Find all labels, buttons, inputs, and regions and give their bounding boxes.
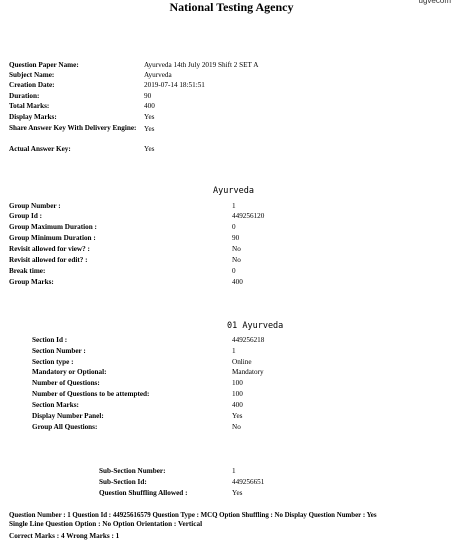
field-value: 2019-07-14 18:51:51 bbox=[144, 81, 205, 89]
field-value: 1 bbox=[232, 467, 236, 475]
watermark-text: ugvecom bbox=[418, 0, 451, 5]
field-label: Section type : bbox=[32, 358, 74, 366]
field-label: Display Number Panel: bbox=[32, 412, 104, 420]
field-value: Mandatory bbox=[232, 368, 264, 376]
field-label: Group Maximum Duration : bbox=[9, 223, 97, 231]
field-value: Yes bbox=[232, 412, 243, 420]
field-value: 100 bbox=[232, 390, 243, 398]
field-value: 90 bbox=[144, 92, 152, 100]
field-value: 0 bbox=[232, 223, 236, 231]
field-label: Section Number : bbox=[32, 347, 86, 355]
field-value: Yes bbox=[144, 113, 155, 121]
field-label: Section Marks: bbox=[32, 401, 79, 409]
section-heading: 01 Ayurveda bbox=[227, 321, 284, 331]
field-value: 449256218 bbox=[232, 336, 265, 344]
field-label: Question Shuffling Allowed : bbox=[99, 489, 188, 497]
field-value: 400 bbox=[232, 278, 243, 286]
field-label: Duration: bbox=[9, 92, 40, 100]
field-label: Group Marks: bbox=[9, 278, 54, 286]
question-options-line: Single Line Question Option : No Option Orientation : Vertical bbox=[9, 520, 203, 528]
field-label: Revisit allowed for view? : bbox=[9, 245, 90, 253]
field-label: Number of Questions to be attempted: bbox=[32, 390, 150, 398]
field-label: Actual Answer Key: bbox=[9, 145, 71, 153]
field-label: Group Number : bbox=[9, 202, 61, 210]
field-label: Sub-Section Id: bbox=[99, 478, 147, 486]
question-marks-line: Correct Marks : 4 Wrong Marks : 1 bbox=[9, 532, 120, 540]
field-value: 400 bbox=[144, 102, 155, 110]
field-value: Yes bbox=[144, 145, 155, 153]
field-label: Display Marks: bbox=[9, 113, 57, 121]
field-label: Group All Questions: bbox=[32, 423, 98, 431]
question-meta-line: Question Number : 1 Question Id : 44925616579 Question Type : MCQ Option Shuffling : No Display Question Number : Yes bbox=[9, 512, 377, 519]
field-label: Revisit allowed for edit? : bbox=[9, 256, 88, 264]
group-heading: Ayurveda bbox=[213, 186, 254, 196]
field-value: 90 bbox=[232, 234, 240, 242]
field-label: Total Marks: bbox=[9, 102, 50, 110]
field-label: Share Answer Key With Delivery Engine: bbox=[9, 124, 137, 132]
field-label: Mandatory or Optional: bbox=[32, 368, 107, 376]
field-value: No bbox=[232, 245, 241, 253]
field-value: 1 bbox=[232, 202, 236, 210]
field-value: 100 bbox=[232, 379, 243, 387]
field-label: Section Id : bbox=[32, 336, 68, 344]
field-value: Yes bbox=[232, 489, 243, 497]
field-label: Creation Date: bbox=[9, 81, 55, 89]
field-value: 449256651 bbox=[232, 478, 265, 486]
field-label: Group Id : bbox=[9, 212, 43, 220]
field-value: Online bbox=[232, 358, 252, 366]
field-value: 1 bbox=[232, 347, 236, 355]
field-label: Question Paper Name: bbox=[9, 61, 79, 69]
field-label: Sub-Section Number: bbox=[99, 467, 166, 475]
field-value: Ayurveda 14th July 2019 Shift 2 SET A bbox=[144, 61, 259, 69]
field-value: No bbox=[232, 256, 241, 264]
field-label: Break time: bbox=[9, 267, 46, 275]
field-value: No bbox=[232, 423, 241, 431]
page-title: National Testing Agency bbox=[169, 0, 294, 14]
field-value: Yes bbox=[144, 125, 155, 133]
field-value: 449256120 bbox=[232, 212, 265, 220]
field-label: Subject Name: bbox=[9, 71, 55, 79]
field-value: 400 bbox=[232, 401, 243, 409]
field-value: 0 bbox=[232, 267, 236, 275]
field-label: Number of Questions: bbox=[32, 379, 100, 387]
field-label: Group Minimum Duration : bbox=[9, 234, 96, 242]
field-value: Ayurveda bbox=[144, 71, 172, 79]
